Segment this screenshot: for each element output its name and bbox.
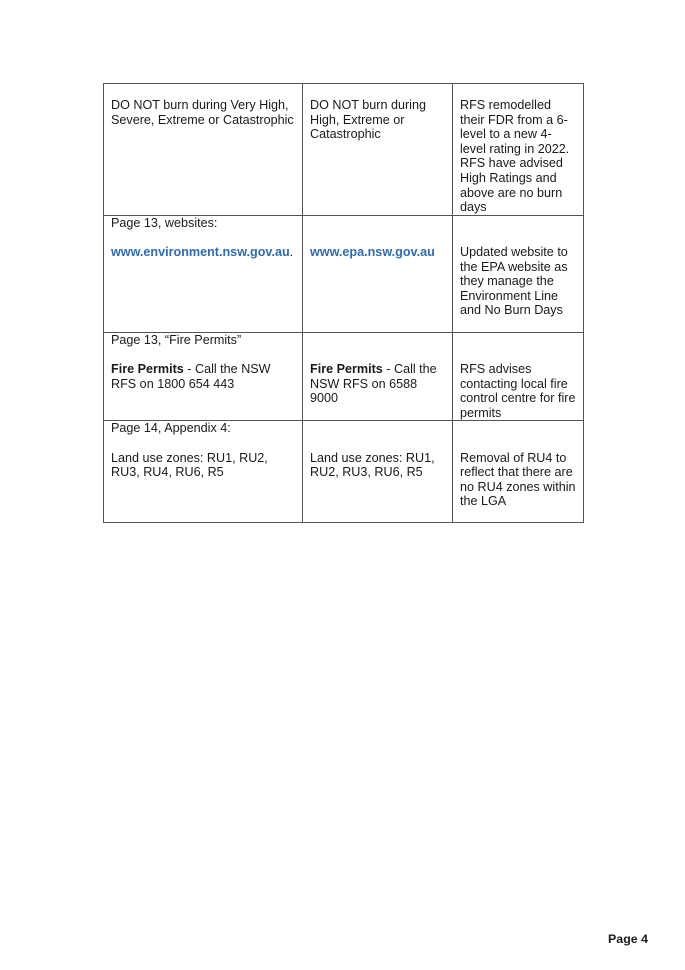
current-text-cell xyxy=(104,421,303,523)
current-text-cell xyxy=(104,215,303,332)
current-text-cell xyxy=(104,84,303,216)
spacer xyxy=(460,436,577,451)
reason-text: Removal of RU4 to reflect that there are no RU4 zones within the LGA xyxy=(460,450,576,509)
fire-permits-detail: - Call the NSW RFS on 6588 9000 xyxy=(310,361,437,406)
table-row xyxy=(104,332,584,421)
spacer xyxy=(460,347,577,362)
fire-permits-detail: - Call the NSW RFS on 1800 654 443 xyxy=(111,361,271,391)
fire-permits-heading: Fire Permits xyxy=(310,361,383,376)
proposed-text-cell xyxy=(303,215,453,332)
current-text-cell xyxy=(104,332,303,421)
spacer xyxy=(460,421,577,436)
spacer xyxy=(460,216,577,231)
table-row xyxy=(104,215,584,332)
reason-text: RFS advises contacting local fire control centre for fire permits xyxy=(460,361,576,420)
spacer xyxy=(460,333,577,348)
reason-cell xyxy=(453,84,584,216)
reason-cell xyxy=(453,421,584,523)
proposed-text-cell xyxy=(303,332,453,421)
reason-cell xyxy=(453,215,584,332)
proposed-text-cell xyxy=(303,421,453,523)
current-text xyxy=(111,245,296,260)
table-row xyxy=(104,84,584,216)
spacer xyxy=(310,216,446,231)
proposed-text xyxy=(310,362,446,406)
spacer xyxy=(310,230,446,245)
current-text: DO NOT burn during Very High, Severe, Extreme or Catastrophic xyxy=(111,98,294,127)
proposed-text: DO NOT burn during High, Extreme or Catastrophic xyxy=(310,98,426,142)
table-row xyxy=(104,421,584,523)
environment-website-link[interactable]: www.environment.nsw.gov.au xyxy=(111,244,290,259)
link-suffix: . xyxy=(289,244,294,259)
reason-text: RFS remodelled their FDR from a 6-level to a new 4-level rating in 2022. RFS have advised High Ratings and above are no burn days xyxy=(460,98,570,215)
epa-website-link[interactable]: www.epa.nsw.gov.au xyxy=(310,244,435,259)
page-number: Page 4 xyxy=(608,932,648,946)
proposed-text-cell xyxy=(303,84,453,216)
reference-text: Page 13, “Fire Permits” xyxy=(111,332,242,347)
amendments-table xyxy=(103,83,584,523)
spacer xyxy=(460,230,577,245)
current-text: Land use zones: RU1, RU2, RU3, RU4, RU6, R5 xyxy=(111,450,268,480)
spacer xyxy=(111,436,296,451)
proposed-text: Land use zones: RU1, RU2, RU3, RU6, R5 xyxy=(310,450,435,480)
reference-text: Page 14, Appendix 4: xyxy=(111,421,231,436)
spacer xyxy=(111,230,296,245)
spacer xyxy=(310,333,446,348)
current-text xyxy=(111,362,296,391)
fire-permits-heading: Fire Permits xyxy=(111,361,184,376)
reason-cell xyxy=(453,332,584,421)
reference-text: Page 13, websites: xyxy=(111,215,218,230)
spacer xyxy=(310,421,446,436)
reason-text: Updated website to the EPA website as they manage the Environment Line and No Burn Days xyxy=(460,244,568,318)
spacer xyxy=(111,347,296,362)
spacer xyxy=(310,347,446,362)
spacer xyxy=(310,436,446,451)
